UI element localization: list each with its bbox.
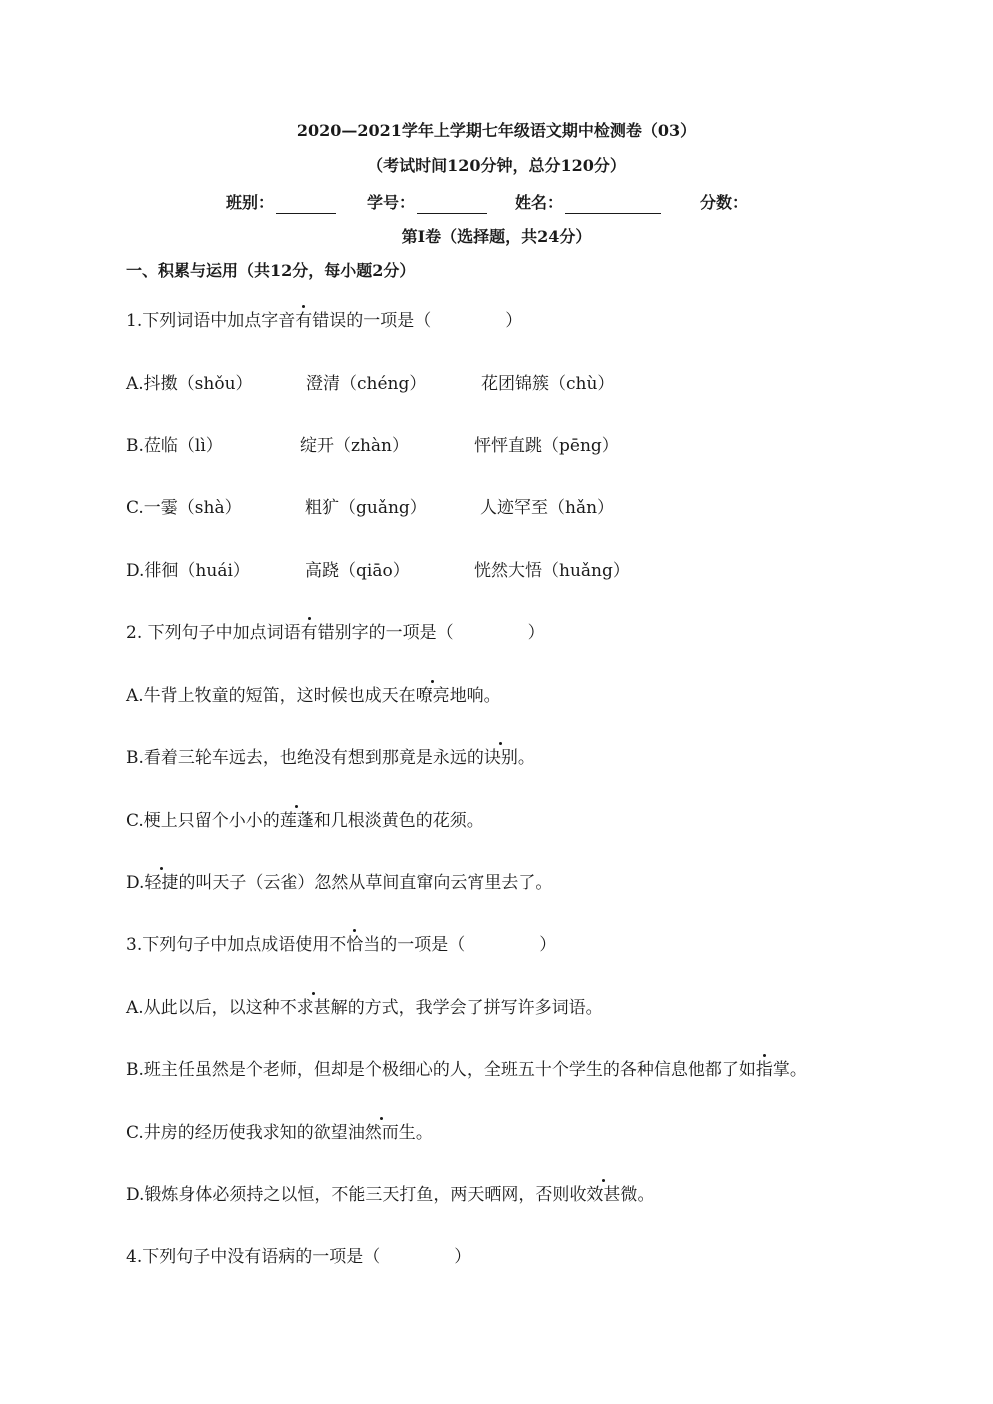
- exam-subtitle: （考试时间120分钟，总分120分）: [367, 156, 626, 175]
- q3-d-dotted: 收效甚微: [569, 1185, 638, 1205]
- q2-stem: 2. 下列句子中加点词语有错别字的一项是（ ）: [126, 623, 545, 643]
- q3-a-dotted: 不求甚解: [279, 998, 348, 1018]
- q4-stem: 4.下列句子中没有语病的一项是（ ）: [126, 1247, 472, 1267]
- class-blank[interactable]: [276, 195, 336, 214]
- q3-option-d: D.锻炼身体必须持之以恒，不能三天打鱼，两天晒网，否则收效甚微。: [126, 1185, 655, 1205]
- q1-dot-word: 有: [295, 311, 313, 331]
- q1-option-c3: 人迹罕至（hǎn）: [480, 498, 615, 518]
- q1-option-d3: 恍然大悟（huǎng）: [474, 561, 630, 581]
- id-label: 学号：: [367, 193, 416, 212]
- q2-d-dotted: 轻捷: [144, 873, 179, 893]
- q3-option-a: A.从此以后，以这种不求甚解的方式，我学会了拼写许多词语。: [126, 998, 603, 1018]
- q1-option-b1: B.莅临（lì）: [126, 436, 223, 456]
- score-label: 分数：: [700, 193, 749, 212]
- q1-option-a1: A.抖擞（shǒu）: [126, 374, 253, 394]
- name-blank[interactable]: [565, 195, 661, 214]
- class-field: [226, 192, 336, 214]
- id-field: [367, 192, 487, 214]
- q3-c-dotted: 油然而生: [347, 1123, 416, 1143]
- q1-option-a2: 澄清（chéng）: [306, 374, 427, 394]
- q3-b-dotted: 如指掌: [738, 1060, 790, 1080]
- q2-a-dotted: 嘹亮: [415, 686, 450, 706]
- q1-option-c1: C.一霎（shà）: [126, 498, 242, 518]
- q1-option-d2: 高跷（qiāo）: [305, 561, 410, 581]
- q2-option-d: D.轻捷的叫天子（云雀）忽然从草间直窜向云宵里去了。: [126, 873, 553, 893]
- q3-option-c: C.井房的经历使我求知的欲望油然而生。: [126, 1123, 433, 1143]
- q1-option-c2: 粗犷（guǎng）: [305, 498, 427, 518]
- section-title: 一、积累与运用（共12分，每小题2分）: [126, 261, 416, 280]
- q3-option-b: B.班主任虽然是个老师，但却是个极细心的人，全班五十个学生的各种信息他都了如指掌。: [126, 1060, 807, 1080]
- id-blank[interactable]: [417, 195, 487, 214]
- q1-option-a3: 花团锦簇（chù）: [481, 374, 615, 394]
- class-label: 班别：: [226, 193, 275, 212]
- q2-dot-word: 有: [300, 623, 318, 643]
- part-title: 第Ⅰ卷（选择题，共24分）: [401, 227, 592, 246]
- name-label: 姓名：: [515, 193, 564, 212]
- q1-stem: 1.下列词语中加点字音有错误的一项是（ ）: [126, 311, 523, 331]
- q2-option-b: B.看着三轮车远去，也绝没有想到那竟是永远的诀别。: [126, 748, 535, 768]
- score-field: [700, 192, 748, 214]
- q3-stem: 3.下列句子中加点成语使用不恰当的一项是（ ）: [126, 935, 557, 955]
- q3-dot-word: 不恰当: [329, 935, 381, 955]
- q2-b-dotted: 诀别: [483, 748, 518, 768]
- q2-c-dotted: 莲蓬: [279, 811, 314, 831]
- q2-option-a: A.牛背上牧童的短笛，这时候也成天在嘹亮地响。: [126, 686, 501, 706]
- exam-title: 2020—2021学年上学期七年级语文期中检测卷（03）: [296, 121, 697, 140]
- q1-option-b3: 怦怦直跳（pēng）: [474, 436, 619, 456]
- name-field: [515, 192, 661, 214]
- q1-option-d1: D.徘徊（huái）: [126, 561, 250, 581]
- q2-option-c: C.梗上只留个小小的莲蓬和几根淡黄色的花须。: [126, 811, 484, 831]
- q1-option-b2: 绽开（zhàn）: [300, 436, 409, 456]
